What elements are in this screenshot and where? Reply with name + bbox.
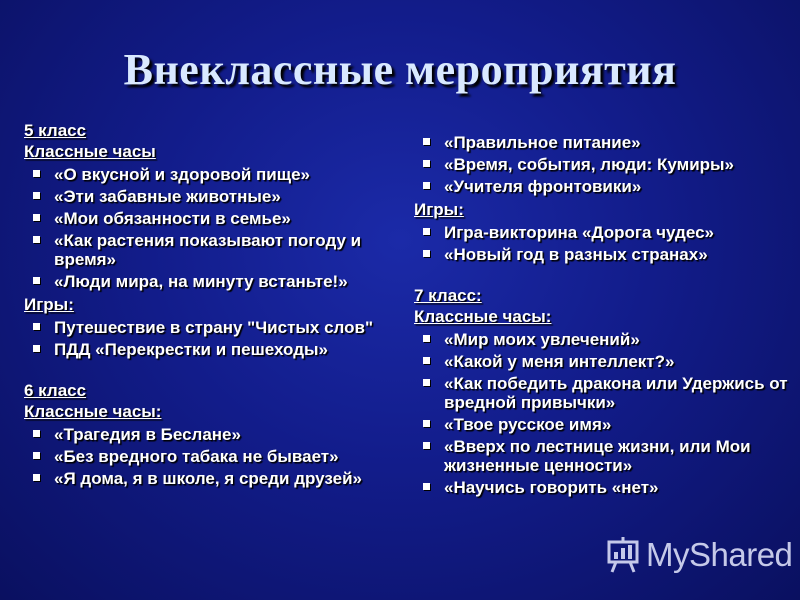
games-6-list [414,223,790,264]
list-item: «Твое русское имя» [414,415,790,434]
list-item: «Эти забавные животные» [24,187,384,206]
square-bullet-icon [33,430,40,437]
square-bullet-icon [423,357,430,364]
list-item: «О вкусной и здоровой пище» [24,165,384,184]
square-bullet-icon [423,442,430,449]
right-column [414,130,790,500]
square-bullet-icon [33,323,40,330]
class-hours-6-list [24,425,384,488]
square-bullet-icon [33,192,40,199]
square-bullet-icon [423,250,430,257]
square-bullet-icon [33,277,40,284]
watermark-logo [606,535,792,575]
class-hours-7-heading: Классные часы: [414,307,552,326]
class-hours-7-list [414,330,790,497]
list-item: «Учителя фронтовики» [414,177,790,196]
spacer [24,362,384,380]
list-item: «Научись говорить «нет» [414,478,790,497]
chart-board-icon [606,536,640,574]
grade-6-heading: 6 класс [24,381,87,400]
square-bullet-icon [33,170,40,177]
square-bullet-icon [33,214,40,221]
grade-7-heading: 7 класс: [414,286,482,305]
games-5-heading: Игры: [24,295,74,314]
class-hours-6-heading: Классные часы: [24,402,162,421]
grade-5-heading: 5 класс [24,121,87,140]
list-item: «Люди мира, на минуту встаньте!» [24,272,384,291]
list-item: Игра-викторина «Дорога чудес» [414,223,790,242]
square-bullet-icon [423,420,430,427]
games-6-heading: Игры: [414,200,464,219]
class-hours-6-continued-list [414,133,790,196]
square-bullet-icon [423,160,430,167]
list-item: «Как победить дракона или Удержись от вредной привычки» [414,374,790,412]
square-bullet-icon [423,228,430,235]
class-hours-5-list [24,165,384,291]
square-bullet-icon [423,335,430,342]
left-column [24,120,384,491]
square-bullet-icon [33,345,40,352]
square-bullet-icon [423,483,430,490]
slide-title: Внеклассные мероприятия [123,45,677,94]
list-item: «Какой у меня интеллект?» [414,352,790,371]
class-hours-5-heading: Классные часы [24,142,156,161]
list-item: «Вверх по лестнице жизни, или Мои жизненные ценности» [414,437,790,475]
square-bullet-icon [423,182,430,189]
square-bullet-icon [33,474,40,481]
list-item: «Новый год в разных странах» [414,245,790,264]
list-item: «Мои обязанности в семье» [24,209,384,228]
spacer [414,267,790,285]
games-5-list [24,318,384,359]
list-item: «Правильное питание» [414,133,790,152]
list-item: ПДД «Перекрестки и пешеходы» [24,340,384,359]
list-item: Путешествие в страну "Чистых слов" [24,318,384,337]
list-item: «Я дома, я в школе, я среди друзей» [24,469,384,488]
list-item: «Трагедия в Беслане» [24,425,384,444]
watermark-text: MyShared [646,536,793,573]
list-item: «Как растения показывают погоду и время» [24,231,384,269]
square-bullet-icon [423,138,430,145]
square-bullet-icon [423,379,430,386]
list-item: «Мир моих увлечений» [414,330,790,349]
list-item: «Время, события, люди: Кумиры» [414,155,790,174]
square-bullet-icon [33,236,40,243]
square-bullet-icon [33,452,40,459]
list-item: «Без вредного табака не бывает» [24,447,384,466]
